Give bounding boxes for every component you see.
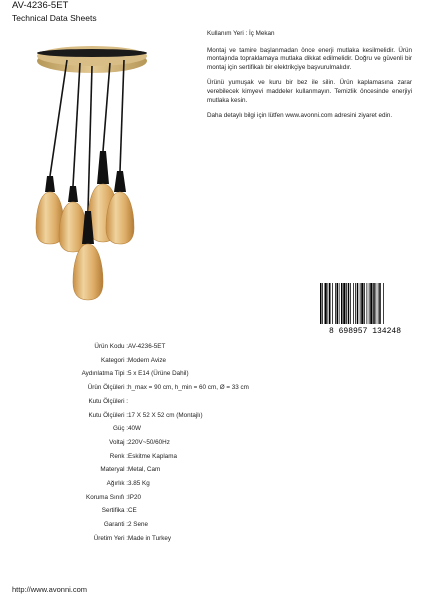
- spec-label: Güç :: [112, 425, 128, 433]
- spec-label: Kutu Ölçüleri :: [88, 411, 128, 419]
- footer-url: http://www.avonni.com: [12, 585, 88, 594]
- barcode-bar: [350, 283, 351, 324]
- barcode-bar: [343, 283, 345, 324]
- spec-value: Eskitme Kaplama: [128, 452, 177, 460]
- website-paragraph: Daha detaylı bilgi için lütfen www.avonni.com adresini ziyaret edin.: [207, 112, 393, 120]
- spec-row: [0, 466, 424, 478]
- spec-value: AV-4236-5ET: [128, 343, 166, 350]
- barcode-bar: [339, 283, 340, 324]
- spec-label: Kutu Ölçüleri :: [88, 397, 128, 405]
- barcode-bar: [335, 283, 336, 324]
- barcode-digits: 8 698957 134248: [328, 327, 402, 335]
- spec-row: [0, 412, 424, 424]
- spec-value: Made in Turkey: [128, 534, 172, 542]
- pendant-4: [106, 171, 134, 244]
- barcode-bar: [361, 283, 363, 324]
- spec-value: IP20: [128, 493, 141, 501]
- spec-label: Ağırlık :: [106, 480, 128, 487]
- spec-label: Sertifika :: [101, 507, 128, 515]
- info-panel: [207, 30, 412, 128]
- spec-row: [0, 384, 424, 396]
- barcode-bar: [348, 283, 350, 324]
- pendant-cables: [50, 60, 124, 211]
- usage-text: Kullanım Yeri : İç Mekan: [207, 30, 275, 37]
- spec-row: [0, 439, 424, 451]
- spec-row: [0, 535, 424, 547]
- barcode-bar: [369, 283, 370, 324]
- spec-row: [0, 521, 424, 533]
- barcode-bar: [341, 283, 343, 324]
- barcode-bar: [370, 283, 372, 324]
- barcode-bar: [378, 283, 379, 324]
- barcode-bar: [383, 283, 384, 324]
- spec-label: Garanti :: [103, 521, 128, 529]
- spec-value: 2 Sene: [128, 521, 148, 529]
- spec-value: 5 x E14 (Ürüne Dahil): [128, 370, 189, 378]
- spec-label: Voltaj :: [109, 438, 128, 446]
- spec-row: [0, 480, 424, 492]
- spec-row: [0, 507, 424, 519]
- spec-value: 3.85 Kg: [128, 480, 150, 487]
- barcode-bar: [337, 283, 339, 324]
- barcode-bar: [357, 283, 359, 324]
- barcode-bar: [360, 283, 361, 324]
- spec-value: 220V~50/60Hz: [128, 438, 170, 446]
- spec-value: CE: [128, 507, 137, 515]
- spec-value: Metal, Cam: [128, 466, 161, 474]
- barcode-bar: [332, 283, 333, 324]
- barcode: [318, 283, 412, 335]
- barcode-bar: [376, 283, 377, 324]
- barcode-bar: [328, 283, 329, 324]
- spec-label: Üretim Yeri :: [93, 534, 128, 542]
- spec-label: Aydınlatma Tipi :: [81, 370, 128, 378]
- barcode-bar: [355, 283, 356, 324]
- document-subtitle: Technical Data Sheets: [12, 13, 97, 23]
- barcode-bar: [379, 283, 381, 324]
- spec-row: [0, 453, 424, 465]
- barcode-bar: [373, 283, 375, 324]
- spec-label: Ürün Ölçüleri :: [87, 384, 128, 392]
- barcode-bar: [320, 283, 322, 324]
- barcode-bar: [353, 283, 354, 324]
- spec-row: [0, 343, 424, 355]
- cleaning-paragraph: Ürünü yumuşak ve kuru bir bez ile silin. Ürün kaplamasına zarar verebilecek kimyevi maddeler kullanmayın. Temizlik öncesinde enerjiyi mutlaka kesin.: [207, 79, 412, 104]
- spec-label: Kategori :: [101, 356, 128, 364]
- spec-label: Renk :: [109, 452, 128, 460]
- safety-paragraph: Montaj ve tamire başlanmadan önce enerji mutlaka kesilmelidir. Ürün montajında topraklamaya mutlaka dikkat edilmelidir. Doğru ve güvenli bir montaj için sertifikalı bir elektrikçiye başvurulmalıdır.: [207, 46, 412, 71]
- spec-row: [0, 425, 424, 437]
- barcode-bars: [320, 283, 384, 324]
- spec-value: 40W: [128, 425, 141, 433]
- spec-label: Ürün Kodu :: [94, 343, 128, 350]
- spec-value: 17 X 52 X 52 cm (Montajlı): [128, 411, 203, 419]
- spec-row: [0, 494, 424, 506]
- spec-row: [0, 398, 424, 410]
- spec-label: Materyal :: [100, 466, 128, 474]
- spec-row: [0, 357, 424, 369]
- document-header: [12, 0, 97, 24]
- product-code-title: AV-4236-5ET: [12, 0, 69, 11]
- spec-value: h_max = 90 cm, h_min = 60 cm, Ø = 33 cm: [128, 384, 249, 392]
- spec-row: [0, 370, 424, 382]
- product-image: [22, 36, 162, 306]
- barcode-bar: [364, 283, 365, 324]
- barcode-bar: [322, 283, 323, 324]
- barcode-bar: [325, 283, 327, 324]
- spec-value: Modern Avize: [128, 356, 167, 364]
- barcode-bar: [346, 283, 347, 324]
- spec-label: Koruma Sınıfı :: [86, 493, 128, 501]
- barcode-bar: [329, 283, 331, 324]
- barcode-bar: [367, 283, 368, 324]
